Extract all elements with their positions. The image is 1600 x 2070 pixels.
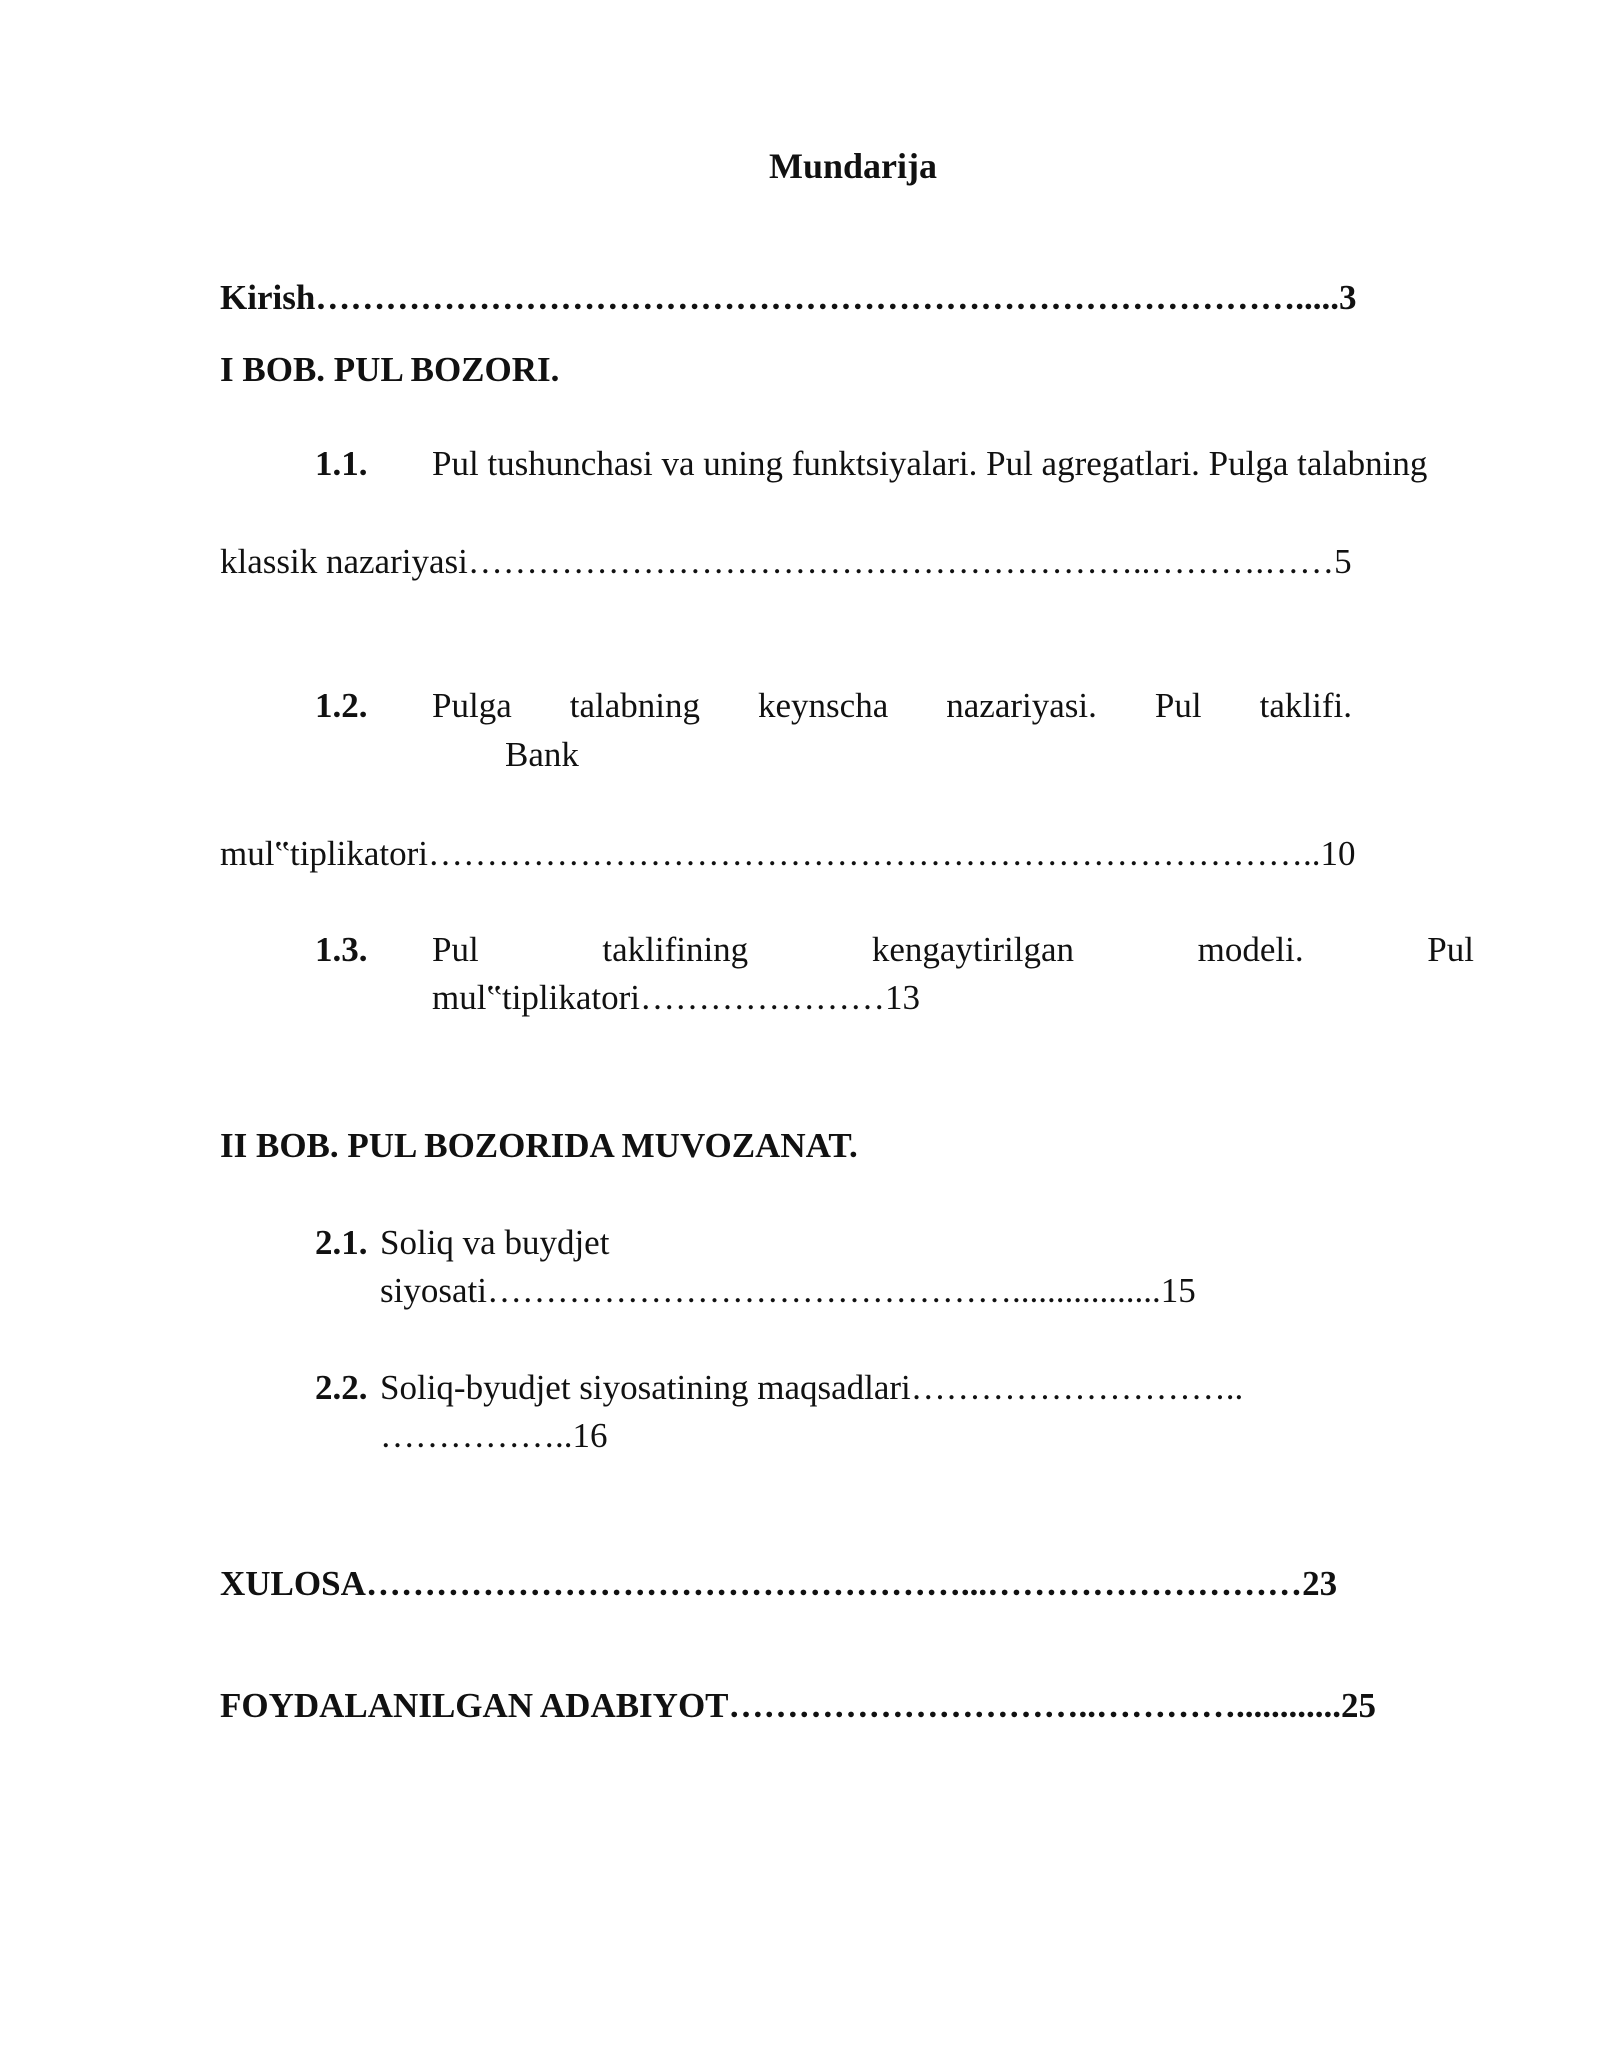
toc-entry-adabiyot: FOYDALANILGAN ADABIYOT…………………………..…………............25 (220, 1686, 1377, 1725)
section-2-2-title-line1: Soliq-byudjet siyosatining maqsadlari……………………….. (380, 1368, 1244, 1407)
toc-entry-xulosa: XULOSA……………………………………………...………………………23 (220, 1564, 1338, 1603)
section-1-1-number: 1.1. (315, 444, 368, 483)
toc-entry-kirish: Kirish………………………………………………………………………….....3 (220, 278, 1357, 317)
section-1-3-word: taklifining (602, 930, 749, 969)
section-1-1-title-line2: klassik nazariyasi…………………………………………………..……….……5 (220, 542, 1352, 581)
section-1-3-word: kengaytirilgan (871, 930, 1074, 969)
section-1-2-word: taklifi. (1259, 686, 1352, 725)
chapter-2-heading: II BOB. PUL BOZORIDA MUVOZANAT. (220, 1126, 858, 1165)
section-1-3-word: modeli. (1197, 930, 1304, 969)
section-1-3-word: Pul (1427, 930, 1474, 969)
section-1-2-word: Pulga (432, 686, 512, 725)
section-1-2-title-line3: mul‟tiplikatori…………………………………………………………………..10 (220, 834, 1356, 873)
section-1-2-title-line1 (432, 686, 1352, 726)
section-2-1-title-line2: siyosati……………………………………….................15 (380, 1271, 1196, 1310)
chapter-1-heading: I BOB. PUL BOZORI. (220, 350, 560, 389)
section-2-2-number: 2.2. (315, 1368, 368, 1407)
section-1-2-number: 1.2. (315, 686, 368, 725)
section-1-3-number: 1.3. (315, 930, 368, 969)
section-1-1-title-line1: Pul tushunchasi va uning funktsiyalari. Pul agregatlari. Pulga talabning (432, 444, 1428, 483)
section-1-2-word: nazariyasi. (946, 686, 1097, 725)
section-1-3-title-line2: mul‟tiplikatori…………………13 (432, 978, 921, 1017)
section-1-2-title-line2: Bank (505, 735, 579, 774)
section-1-3-word: Pul (432, 930, 479, 969)
section-1-2-word: keynscha (758, 686, 889, 725)
section-1-2-word: Pul (1154, 686, 1202, 725)
section-2-1-title-line1: Soliq va buydjet (380, 1223, 610, 1262)
page-title: Mundarija (768, 146, 937, 186)
section-2-1-number: 2.1. (315, 1223, 368, 1262)
section-1-2-word: talabning (569, 686, 700, 725)
section-2-2-title-line2: ……………..16 (380, 1416, 608, 1455)
section-1-3-title-line1 (432, 930, 1474, 970)
